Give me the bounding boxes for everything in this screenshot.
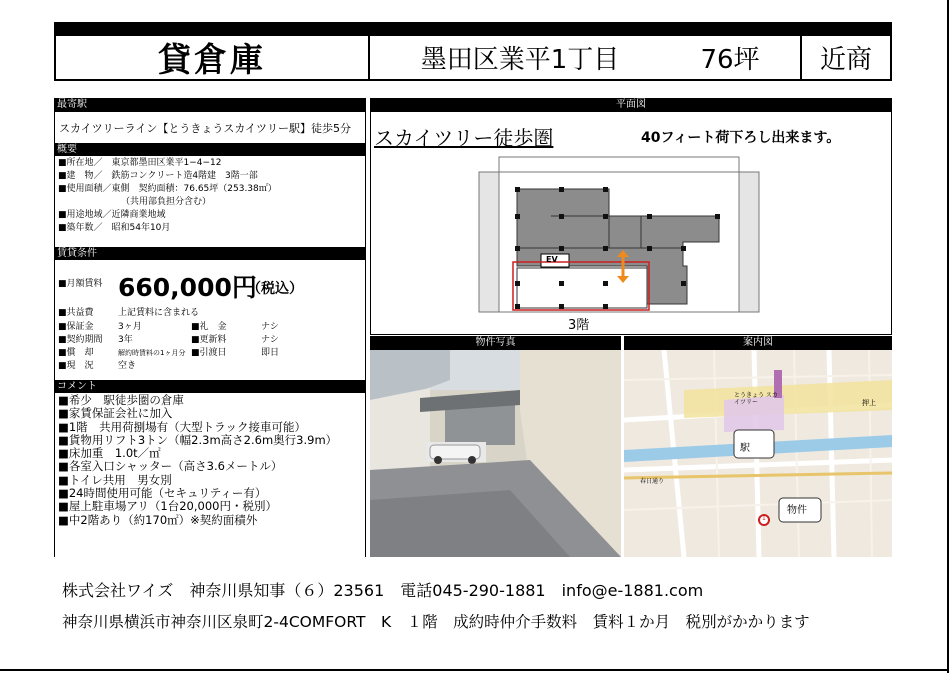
floorplan-box <box>370 112 892 335</box>
footer-address-line: 神奈川県横浜市神奈川区泉町2-4COMFORT K １階 成約時仲介手数料 賃料１か月 税別がかかります <box>62 613 810 631</box>
overview-row: ■用途地域／近隣商業地域 <box>58 210 166 220</box>
building-photo <box>370 350 621 557</box>
bottom-rule <box>0 669 949 671</box>
overview-row: （共用部負担分含む） <box>121 197 212 207</box>
overview-row: ■所在地／ 東京都墨田区業平1−4−12 <box>58 158 222 168</box>
comment-item: ■各室入口シャッター（高さ3.6メートル） <box>58 459 283 474</box>
comment-item: ■トイレ共用 男女別 <box>58 472 172 487</box>
property-location: 墨田区業平1丁目 <box>420 45 620 75</box>
comment-item: ■床加重 1.0t／㎡ <box>58 446 161 461</box>
handover-value: 即日 <box>261 348 280 358</box>
map-skytree-label: とうきょう スカイツリー <box>734 392 778 406</box>
overview-row: ■築年数／ 昭和54年10月 <box>58 223 171 233</box>
map-station-label: 駅 <box>740 443 750 454</box>
comments-box <box>54 393 366 557</box>
floor-plan-drawing <box>371 154 891 324</box>
rent-label: ■月額賃料 <box>58 279 103 289</box>
overview-row: ■使用面積／東側 契約面積：76.65坪（253.38㎡） <box>58 184 277 194</box>
floorplan-note: 40フィート荷下ろし出来ます。 <box>641 130 841 146</box>
status-label: ■現 況 <box>58 361 94 371</box>
deposit-label: ■保証金 <box>58 322 94 332</box>
floor-label: 3階 <box>568 318 590 333</box>
comment-item: ■24時間使用可能（セキュリティー有） <box>58 486 267 501</box>
map-property-label: 物件 <box>787 505 807 516</box>
station-heading: 最寄駅 <box>54 98 366 112</box>
location-map <box>624 350 892 557</box>
station-text: スカイツリーライン【とうきょうスカイツリー駅】徒歩5分 <box>59 122 352 135</box>
comment-item: ■貨物用リフト3トン（幅2.3m高さ2.6m奥行3.9m） <box>58 432 338 447</box>
floorplan-heading: 平面図 <box>370 98 892 112</box>
common-fee-label: ■共益費 <box>58 308 94 318</box>
overview-heading: 概要 <box>54 143 366 156</box>
common-fee-value: 上記賃料に含まれる <box>118 308 200 318</box>
property-type: 貸倉庫 <box>158 40 266 79</box>
key-money-label: ■礼 金 <box>191 322 227 332</box>
contract-period-value: 3年 <box>118 335 133 345</box>
amortization-value: 解約時賃料の1ヶ月分 <box>118 349 186 357</box>
station-box <box>54 112 366 143</box>
contract-period-label: ■契約期間 <box>58 335 103 345</box>
rent-value: 660,000円 <box>118 273 257 302</box>
property-size: 76坪 <box>700 45 760 75</box>
deposit-value: 3ヶ月 <box>118 322 142 332</box>
map-kasuga-label: 春日通り <box>640 478 665 485</box>
handover-label: ■引渡日 <box>191 348 227 358</box>
comment-item: ■1階 共用荷捌場有（大型トラック接車可能） <box>58 419 306 434</box>
map-heading: 案内図 <box>624 336 892 350</box>
comment-item: ■中2階あり（約170㎡）※契約面積外 <box>58 512 258 527</box>
footer-company-line: 株式会社ワイズ 神奈川県知事（６）23561 電話045-290-1881 info@e-1881.com <box>62 581 704 600</box>
amortization-label: ■償 却 <box>58 348 94 358</box>
status-value: 空き <box>118 361 137 371</box>
comments-heading: コメント <box>54 380 366 393</box>
photo-heading: 物件写真 <box>370 336 621 350</box>
floorplan-headline: スカイツリー徒歩圏 <box>374 126 554 150</box>
map-pin-label: 1 <box>762 515 766 522</box>
comment-item: ■屋上駐車場アリ（1台20,000円・税別） <box>58 499 277 514</box>
agent-name: 近商 <box>819 45 872 75</box>
ev-label: EV <box>546 255 558 264</box>
renewal-fee-value: ナシ <box>261 335 279 345</box>
key-money-value: ナシ <box>261 322 279 332</box>
overview-row: ■建 物／ 鉄筋コンクリート造4階建 3階一部 <box>58 171 258 181</box>
comment-item: ■家賃保証会社に加入 <box>58 406 173 421</box>
terms-box <box>54 260 366 380</box>
rent-note: （税込） <box>247 281 303 297</box>
map-oshiage-label: 押上 <box>862 399 876 407</box>
terms-heading: 賃貸条件 <box>54 247 366 260</box>
title-row <box>54 36 892 81</box>
comment-item: ■希少 駅徒歩圏の倉庫 <box>58 393 184 407</box>
overview-box <box>54 156 366 247</box>
renewal-fee-label: ■更新料 <box>191 335 227 345</box>
